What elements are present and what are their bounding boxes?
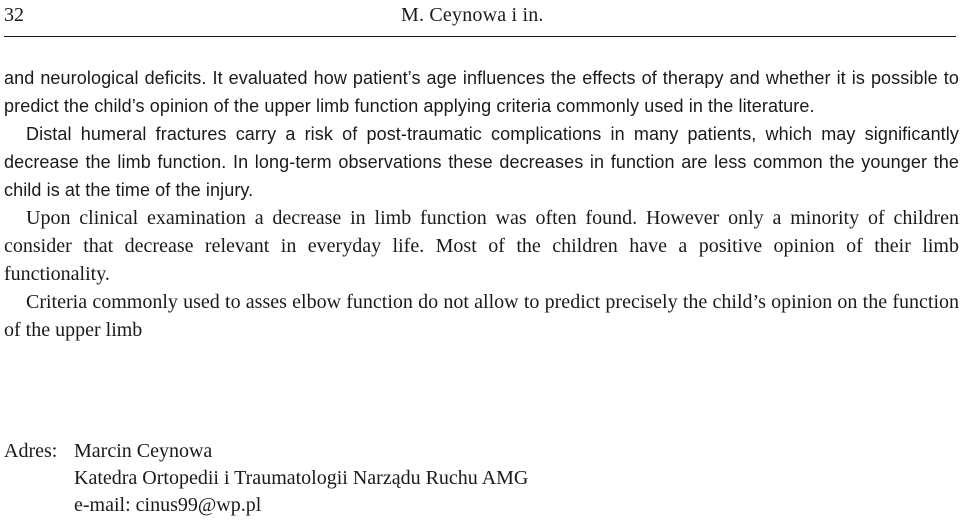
address-email-row bbox=[4, 492, 528, 519]
address-label: Adres: bbox=[4, 440, 58, 462]
header-rule bbox=[4, 36, 956, 37]
abstract-body bbox=[4, 64, 959, 344]
author-name: Marcin Ceynowa bbox=[74, 440, 213, 462]
paragraph-4: Criteria commonly used to asses elbow function do not allow to predict precisely the child’s opinion on the function of the upper limb bbox=[4, 291, 959, 341]
author-email: e-mail: cinus99@wp.pl bbox=[74, 494, 262, 516]
running-head: M. Ceynowa i in. bbox=[401, 4, 544, 26]
page-number: 32 bbox=[4, 4, 24, 26]
author-department: Katedra Ortopedii i Traumatologii Narządu Ruchu AMG bbox=[74, 467, 529, 489]
paragraph-1: and neurological deficits. It evaluated how patient’s age influences the effects of therapy and whether it is possible to predict the child’s opinion of the upper limb function applying criteria commonly used in the literature. bbox=[4, 68, 959, 116]
paragraph-2: Distal humeral fractures carry a risk of post-traumatic complications in many patients, which may significantly decrease the limb function. In long-term observations these decreases in function are less common the younger the child is at the time of the injury. bbox=[4, 124, 959, 200]
address-name-row bbox=[4, 438, 528, 465]
paragraph-3: Upon clinical examination a decrease in limb function was often found. However only a minority of children consider that decrease relevant in everyday life. Most of the children have a positive opinion of their limb functionality. bbox=[4, 207, 959, 285]
correspondence-address bbox=[4, 438, 528, 519]
page-header bbox=[4, 2, 960, 28]
address-department-row bbox=[4, 465, 528, 492]
